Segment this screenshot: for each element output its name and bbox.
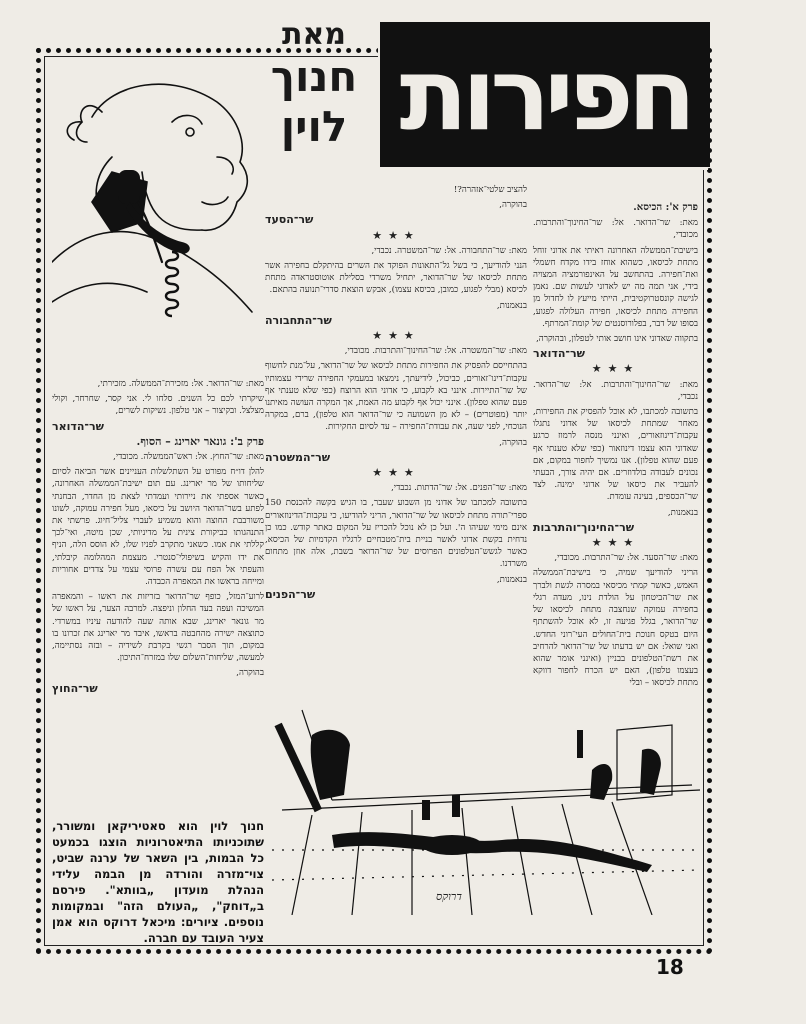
- separator-stars: ★★★: [372, 228, 420, 242]
- page-title: חפירות: [399, 36, 691, 153]
- signature: שר־הדואר: [533, 347, 585, 361]
- letter-body: להלן דו״ח מפורט על השתלשלות העניינים אשר הביאה לסיום שליחותו של מר יארינג. עם תום ישיבת־הממשלה האחרונה, כאשר אספתי את ניירותי ועמדתי לצאת מן החדר, הבחנתי לפתע בשר־הדואר היושב על כיסאו, מעל חפירה עמוקה, לשונו משורבבת החוצה והוא משמיע לעברי צליל־חיוג. פרשתי את התנהגותו כביקורת צינית על מדיניותי, שכן מיטה, ואי־לכך קללתי את אמו. כשאני מתקרב לפניו שלו, לא הוסס הלה, הניף את ידו והקיש בשיפולי־סנטרי. מעצמת המהלומה קיבלתי, והעפתי אל הפח עם עשרה פרוסי עצמי על צדדים אחוריות ומייחה בראשו את המאפרה הכבדה.: [52, 467, 264, 588]
- signature: שר־התחבורה: [265, 313, 332, 327]
- letter-header: מאת: שר־הדואר. אל: מזכירת־הממשלה. מזכירתי,: [97, 379, 264, 389]
- chapter-heading: פרק ב': גונאר יארינג – הסוף.: [136, 434, 264, 448]
- man-on-telephone-drawing: [52, 62, 264, 352]
- letter-body: להציב שלטי־אזהרה?!: [453, 185, 527, 195]
- letter-closing: בנאמנות,: [496, 300, 527, 311]
- separator-stars: ★★★: [591, 362, 640, 376]
- letter-header: מאת: שר־החינוך־והתרבות. אל: שר־הדואר. נכבדי,: [533, 379, 698, 402]
- letter-header: מאת: שר־הדואר. אל: שר־החינוך־והתרבות. מכובדי,: [533, 218, 698, 241]
- letter-closing: בהוקרה,: [499, 437, 527, 448]
- letter-closing: בהוקרה,: [499, 200, 527, 211]
- letter-closing: בנאמנות,: [667, 507, 698, 518]
- author-bio: חנוך לוין הוא סאטיריקאן ומשורר, שתוכניותו התיאטרוניות הוצגו בכמעט כל הבמות, בין השאר של ערנה שביט, צוי־מזרה והורדה מן הבמה עלידי הנהלת מועדון „בוותא". פירסם ב„דוחק", „העולם הזה" ובמקומות נוספים. ציורים: מיכאל דרוקס הוא אמן צעיר העובד עם חברה.: [52, 819, 264, 945]
- letter-header: מאת: שר־הפנים. אל: שר־הדתות. נכבדי,: [391, 483, 527, 494]
- byline-from: מאת: [281, 17, 347, 52]
- author-name: חנוך לוין: [270, 52, 358, 151]
- letter-body: הנני להודיעך, כי בשל גל־התאונות הפוקד את השרים בהיתקלם בחפירה אשר מתחת לכיסאו של שר־הדואר, יתחיל משרדי בסלילת אוטוסטראדה מתחת לכיסא (מבלי לפגוע, כמובן, בכיסא עצמו), אבקש הוצאת סדרי־תנועה בהתאם.: [265, 261, 527, 296]
- signature: שר־הדואר: [52, 419, 104, 433]
- letter-closing: בהוקרה,: [236, 668, 264, 679]
- illustrator-signature: דרוקס: [435, 890, 462, 903]
- letter-body: בהתחייסם להפסיק את החפירות מתחת לכיסאו של שר־הדואר, על־מנת לחשוף עקבות־דינו־זאורים, כביכול, לידיעתך, נימצאו במעמקי החפירה שרידי עצמותיו של שר־התיירות. אינני בא לקבוע, כי אדוני הוא הרוצח (כפי שלא טענתי אף פעם שהוא טפלון). אינני יכול אף לקבוע מה האמת, אך המקרה העושה מאיתנו יותר (מפוטרים) – לא מן השמועה כי שר־הדואר הוא טלפון), ברם, במקרה הנוכחי, לפני שעה, את עבודת־החפירה – עד לסיום החקירות.: [265, 361, 527, 433]
- signature: שר־החינוך־והתרבות: [533, 520, 635, 534]
- chapter-heading: פרק א': הכיסא.: [633, 202, 698, 213]
- column-right: [533, 202, 698, 693]
- separator-stars: ★★★: [372, 329, 420, 343]
- letter-closing: בנאמנות,: [496, 574, 527, 585]
- signature: שר־המשטרה: [265, 450, 331, 464]
- letter-header: מאת: שר־התחבורה. אל: שר־המשטרה. נכבדי,: [371, 245, 527, 256]
- column-left: [52, 378, 264, 698]
- letter-header: מאת: שר־הסעד. אל: שר־התרבות. מכובדי,: [554, 553, 698, 564]
- letter-body: בישיבת־הממשלה האחרונה ראיתי את אדוני זוחל מתחת לכיסאו, כשהוא אוחז בידו מקדח חשמלי ואת־חפירה. בהתחשב על האינפורמציה המצויה בידי, אני תמה מה יש לאדוני לעשות שם. נאמן לגישה קונסטרוקטיבית, הייתי מייעץ לו לחדול מן החפירה מתחת לכיסאו, חפירה העלולה לפגוע, בסופו של דבר, בפלורוסנטים של קומת־המרתף.: [533, 245, 698, 329]
- letter-body: הריני להודיעך שמיה, כי בישיבת־הממשלה האמש, כאשר קמתי מכיסאי במסרה לגשת ולברך את שר־הביטחון על הולדת נינו, מעדה רגלי בחפירה עמוקה שנחצבה מתחת לכיסאו של שר־הדואר, בגלל פגיעה זו, לא אוכל להשתתף היום בטקס חנוכת בית־החולים העי־רוני החדש. ואני שואל: אם יש בדעתו של שר־הדואר להרחיב את רשת־הטלפונים בבניין (ואינני אומר שהוא בעצמו טלפון), האם יש הכרח לחפור דווקא מתחת לכיסאו – ובלי: [533, 568, 698, 689]
- signature: שר־הסעד: [265, 213, 314, 227]
- letter-body: שיקרתי לכם כל השנים. סלחו לי. אני קסר, שחרחר, וקולי מצלצל. ובקיצור – אני טלפון. נשיקות לשרים,: [52, 394, 264, 417]
- signature: שר־הפנים: [265, 587, 316, 601]
- byline: [255, 18, 373, 152]
- letter-body: בתשובה למכתבו, לא אוכל להפסיק את החפירות, מאחר שמתחת לכיסאו של אדוני נתגלו עקבות־דינוזאורים, ואינני מנסה לרמוז כרגע שאדוני הוא עצמו דינוזאור (כפי שלא טענתי אף פעם שהוא טפלון). אנו נמשיך לחפור במקום, אם נכונים לעבודה בולדוזרים. אם יהיה צורך, הבעתי להעביר את כיסאו של אדוני ימינה. לצד שר־הכספים, בעינה עומדת.: [533, 407, 698, 503]
- column-middle: [265, 184, 527, 604]
- separator-stars: ★★★: [591, 536, 640, 550]
- digging-trench-drawing: [272, 700, 700, 915]
- page-number: 18: [656, 955, 684, 979]
- letter-header: מאת: שר־המשטרה. אל: שר־החינוך־והתרבות. מכובדי,: [344, 346, 527, 357]
- signature: שר־החוץ: [52, 681, 98, 695]
- letter-body: בתשובה למכתבו של אדוני מן השבוע שעבר, בו הגיש בקשה להכנסת 150 ספרי־תורה מתחת לכיסאו של שר־הדואר, הריני להודיעו, כי עקבות־הדינוזאורים אינם מימי שעיהו ה'. ועל כן לא נוכל להכריז על המקום כאתר קודש. כמו כן נדחית בקשת אדוני לאשר בניית בית־מטבחיים לרגליו הקדמיות של הכיסא, כאשר לגשש־הטלפונים הפרוסים של שר־הדואר בשבת, אלה אוזן מתחום משרדנו.: [265, 498, 527, 570]
- separator-stars: ★★★: [372, 466, 420, 480]
- letter-closing: בתקווה שאדוני אינו חושב אותי לטפלון, ובהוקרה,: [536, 334, 698, 345]
- letter-header: מאת: שר־החוץ. אל: ראש־הממשלה. מכובדי,: [113, 452, 264, 463]
- letter-body: לרוע־המזל, כופף שר־הדואר בזריזות את ראשו – והמאפרה המשיכה ועפה בעד החלון וניפצה. למרבה הצער, על ראשו של מר גונאר יארינג, שבא אותה שעה להודעה עיניו במשרדי. כתוצאה ישירה מהחבטה בראשו, איבד מר יארינג את זכרונו בו במקום, תוך הסבר רגשי בקרבת לשידיה – ובזה נסתיימה, למעשה, שליחות־השלום שלו במזרח־התיכון.: [52, 592, 264, 664]
